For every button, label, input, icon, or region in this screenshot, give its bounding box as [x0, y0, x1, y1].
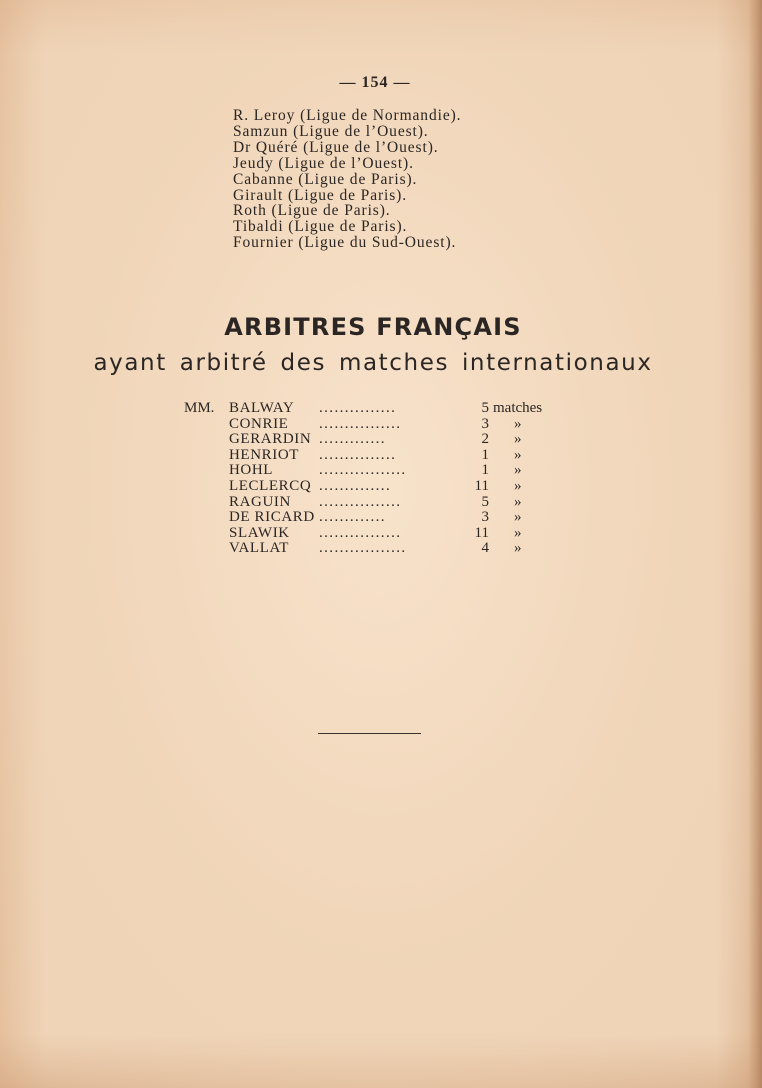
referee-name: HOHL [229, 462, 274, 479]
referee-prefix: MM. [184, 400, 215, 416]
ditto-mark: » [514, 446, 522, 463]
list-item: Jeudy (Ligue de l’Ouest). [233, 154, 414, 172]
list-item: R. Leroy (Ligue de Normandie). [233, 107, 462, 124]
match-count: 5 [481, 400, 489, 416]
referee-name: SLAWIK [229, 524, 290, 541]
list-item: Fournier (Ligue du Sud-Ouest). [233, 234, 457, 252]
ditto-mark: » [514, 493, 522, 510]
leader-dots: .............. [319, 478, 392, 494]
leader-dots: ................ [319, 416, 402, 432]
leader-dots: ................. [319, 541, 407, 557]
ditto-mark: » [514, 477, 522, 494]
leader-dots: ............. [319, 510, 386, 526]
ditto-mark: » [514, 524, 522, 541]
ditto-mark: » [514, 462, 522, 479]
page-edge-shadow [748, 0, 762, 1088]
leader-dots: ................. [319, 463, 407, 479]
ligue-member-list [233, 108, 461, 251]
list-item: Tibaldi (Ligue de Paris). [233, 218, 408, 236]
leader-dots: ............... [319, 401, 397, 416]
match-count: 1 [481, 462, 489, 479]
referee-name: DE RICARD [229, 509, 315, 526]
list-item: Cabanne (Ligue de Paris). [233, 170, 418, 188]
match-count: 2 [481, 431, 489, 448]
referee-name: VALLAT [229, 540, 289, 557]
referee-name: HENRIOT [229, 446, 300, 463]
leader-dots: ............. [319, 432, 386, 448]
list-item: Dr Quéré (Ligue de l’Ouest). [233, 138, 439, 156]
match-count: 11 [474, 524, 489, 541]
section-subtitle: ayant arbitré des matches internationaux [93, 350, 653, 376]
section-title: ARBITRES FRANÇAIS [224, 313, 522, 341]
match-count: 11 [474, 477, 489, 494]
ditto-mark: » [514, 540, 522, 557]
leader-dots: ................ [319, 494, 402, 510]
ditto-mark: » [514, 415, 522, 432]
referee-name: RAGUIN [229, 493, 291, 510]
match-unit: matches [493, 400, 543, 416]
referee-name: CONRIE [229, 415, 289, 432]
list-item: Girault (Ligue de Paris). [233, 186, 408, 204]
referee-name: LECLERCQ [229, 477, 312, 494]
leader-dots: ................ [319, 525, 402, 541]
match-count: 5 [481, 493, 489, 510]
list-item: Roth (Ligue de Paris). [233, 202, 391, 220]
page-number: — 154 — [339, 74, 411, 91]
section-divider [318, 733, 421, 734]
referee-name: BALWAY [229, 400, 295, 416]
match-count: 3 [481, 415, 489, 432]
match-count: 4 [481, 540, 489, 557]
match-count: 1 [481, 446, 489, 463]
leader-dots: ............... [319, 447, 397, 463]
ditto-mark: » [514, 509, 522, 526]
list-item: Samzun (Ligue de l’Ouest). [233, 122, 429, 140]
referee-name: GERARDIN [229, 431, 312, 448]
match-count: 3 [481, 509, 489, 526]
ditto-mark: » [514, 431, 522, 448]
